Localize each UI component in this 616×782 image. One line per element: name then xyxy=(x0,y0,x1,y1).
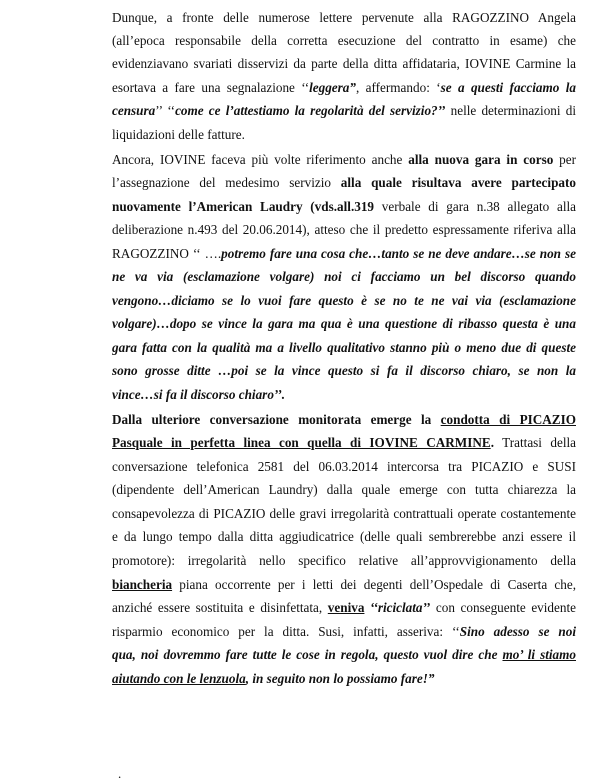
text-run: RAGOZZINO ‘‘ …. xyxy=(112,246,222,261)
text-run: Ancora, IOVINE faceva più volte riferimento anche xyxy=(112,152,409,167)
text-line xyxy=(112,502,576,525)
text-run: conversazione telefonica 2581 del 06.03.2014 intercorsa tra PICAZIO e SUSI xyxy=(112,459,576,474)
text-run: volgare)…dopo se vince la gara ma qua è una questione di ribasso questa è una xyxy=(112,316,576,331)
text-run: Sino adesso se noi xyxy=(459,624,576,639)
text-run: ne va via (esclamazione volgare) noi ci facciamo un bel discorso quando xyxy=(112,269,576,284)
text-run: esortava a fare una segnalazione ‘‘ xyxy=(112,80,310,95)
text-line xyxy=(112,29,576,52)
text-line xyxy=(112,573,576,596)
text-line xyxy=(112,455,576,478)
text-line xyxy=(112,218,576,241)
text-run: censura xyxy=(112,103,156,118)
text-run: gara fatta con la qualità ma a livello qualitativo stanno più o meno due di queste xyxy=(112,340,576,355)
text-run: , in seguito non lo possiamo fare!” xyxy=(245,671,435,686)
text-line xyxy=(112,6,576,29)
text-run: e da lungo tempo dalla ditta aggiudicatrice (delle quali sembrerebbe anzi essere il xyxy=(112,529,576,544)
text-run: liquidazioni delle fatture. xyxy=(112,127,245,142)
text-line xyxy=(112,549,576,572)
text-run: vince…si fa il discorso chiaro’’. xyxy=(112,387,286,402)
text-line xyxy=(112,431,576,454)
text-run: Pasquale in perfetta linea con quella di IOVINE CARMINE xyxy=(112,435,491,450)
text-run: potremo fare una cosa che…tanto se ne deve andare…se non se xyxy=(221,246,576,261)
page-fragment-text: . xyxy=(118,766,122,781)
text-run: , affermando: ‘ xyxy=(355,80,441,95)
text-line xyxy=(112,148,576,171)
text-run: alla quale risultava avere partecipato xyxy=(340,175,576,190)
text-run: nuovamente l’American Laudry (vds.all.319 xyxy=(112,199,375,214)
text-line xyxy=(112,359,576,382)
text-run: condotta di PICAZIO xyxy=(440,412,576,427)
text-run: . xyxy=(490,435,494,450)
text-run: evidenziavano svariati disservizi da parte della ditta affidataria, IOVINE Carmine la xyxy=(112,56,576,71)
text-run: consapevolezza di PICAZIO delle gravi irregolarità contrattuali operate costantemente xyxy=(112,506,576,521)
text-run: Dalla ulteriore conversazione monitorata emerge la xyxy=(112,412,441,427)
text-line xyxy=(112,667,576,690)
text-run: per xyxy=(553,152,576,167)
text-line xyxy=(112,195,576,218)
text-line xyxy=(112,52,576,75)
text-run: l’assegnazione del medesimo servizio xyxy=(112,175,341,190)
text-line xyxy=(112,265,576,288)
text-run: promotore): irregolarità nello specifico relative all’approvvigionamento della xyxy=(112,553,576,568)
text-run: risparmio economico per la ditta. Susi, infatti, asseriva: ‘‘ xyxy=(112,624,460,639)
text-run: (all’epoca responsabile della corretta esecuzione del contratto in esame) che xyxy=(112,33,576,48)
text-run: sono grosse ditte …poi se la vince questo si fa il discorso chiaro, se non la xyxy=(112,363,576,378)
text-line xyxy=(112,383,576,406)
text-line xyxy=(112,99,576,122)
text-line xyxy=(112,478,576,501)
text-line xyxy=(112,312,576,335)
text-run: veniva xyxy=(327,600,365,615)
text-line xyxy=(112,336,576,359)
text-run: leggera” xyxy=(309,80,356,95)
text-run: vengono…diciamo se lo vuoi fare questo è se no te ne vai via (esclamazione xyxy=(112,293,576,308)
text-run: ’’ ‘‘ xyxy=(155,103,176,118)
text-run: biancheria xyxy=(112,577,173,592)
text-run: come ce l’attestiamo la regolarità del servizio?’’ xyxy=(175,103,446,118)
text-run: con conseguente evidente xyxy=(430,600,576,615)
text-run: verbale di gara n.38 allegato alla xyxy=(374,199,576,214)
text-run: (dipendente dell’American Laundry) dalla quale emerge con tutta chiarezza la xyxy=(112,482,576,497)
text-line xyxy=(112,171,576,194)
text-run: alla nuova gara in corso xyxy=(408,152,554,167)
text-line xyxy=(112,76,576,99)
text-line xyxy=(112,643,576,666)
text-run: deliberazione n.493 del 20.06.2014), atteso che il predetto espressamente riferiva alla xyxy=(112,222,576,237)
text-run: aiutando con le lenzuola xyxy=(112,671,246,686)
text-run: se a questi facciamo la xyxy=(440,80,576,95)
text-line xyxy=(112,242,576,265)
text-line xyxy=(112,289,576,312)
text-line xyxy=(112,596,576,619)
text-run: piana occorrente per i letti dei degenti dell’Ospedale di Caserta che, xyxy=(172,577,576,592)
text-run: qua, noi dovremmo fare tutte le cose in regola, questo vuol dire che xyxy=(112,647,503,662)
text-run: nelle determinazioni di xyxy=(445,103,576,118)
text-line xyxy=(112,620,576,643)
text-run: Dunque, a fronte delle numerose lettere pervenute alla RAGOZZINO Angela xyxy=(112,10,576,25)
document-body xyxy=(112,6,576,696)
text-run: anziché essere sostituita e disinfettata, xyxy=(112,600,328,615)
text-run: ‘‘riciclata’’ xyxy=(370,600,431,615)
text-run: mo’ li stiamo xyxy=(502,647,576,662)
text-line xyxy=(112,525,576,548)
text-run: Trattasi della xyxy=(493,435,576,450)
text-line xyxy=(112,408,576,431)
text-line xyxy=(112,123,576,146)
